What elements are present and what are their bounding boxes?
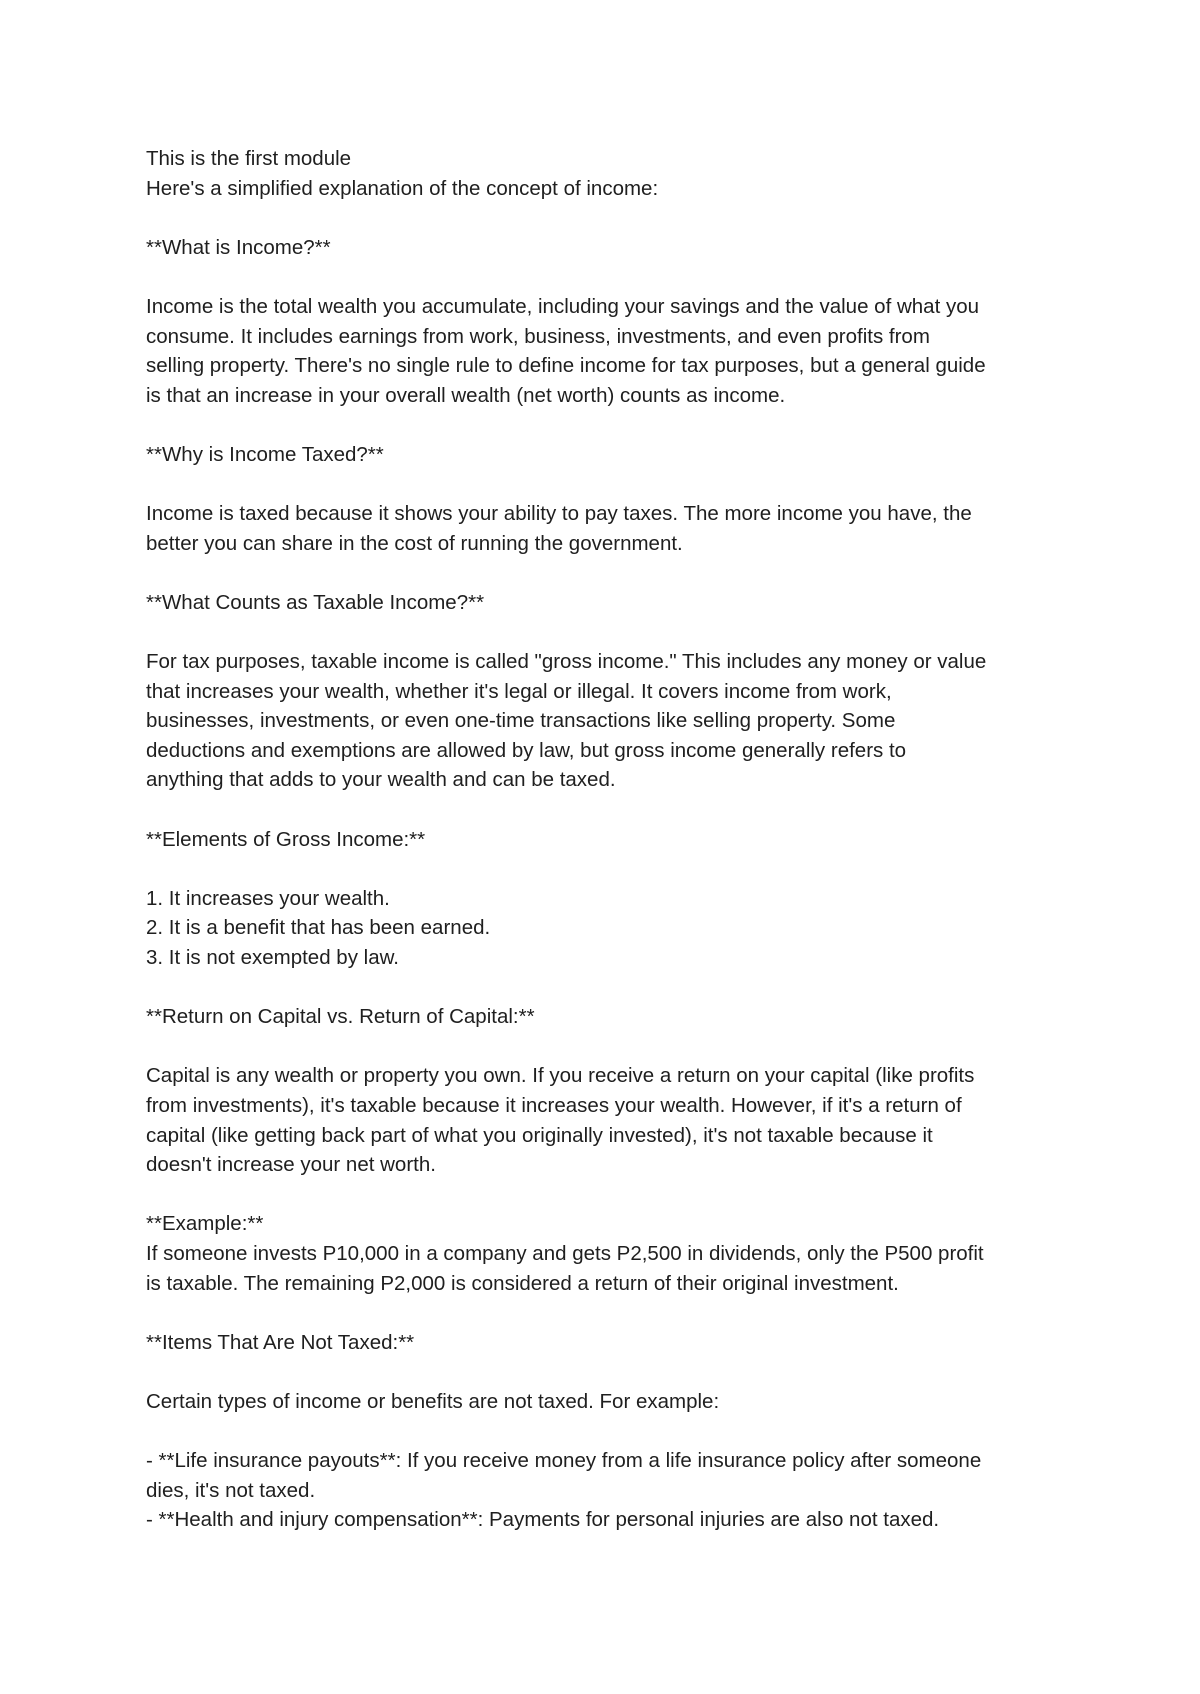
intro-line: This is the first module [146, 147, 352, 170]
body-line: businesses, investments, or even one-time transactions like selling property. Some [146, 709, 896, 733]
spacer [146, 618, 1086, 648]
body-line: capital (like getting back part of what you originally invested), it's not taxable because it [146, 1123, 933, 1147]
list-item: - **Life insurance payouts**: If you receive money from a life insurance policy after someone [146, 1449, 982, 1473]
spacer [146, 558, 1086, 588]
body-line: For tax purposes, taxable income is called "gross income." This includes any money or value [146, 650, 987, 674]
body-line: If someone invests P10,000 in a company and gets P2,500 in dividends, only the P500 profit [146, 1241, 984, 1265]
section-heading: **What is Income?** [146, 235, 331, 259]
section-heading: **Elements of Gross Income:** [146, 827, 426, 851]
intro-line: Here's a simplified explanation of the concept of income: [146, 176, 659, 200]
body-line: is that an increase in your overall wealth (net worth) counts as income. [146, 383, 786, 407]
spacer [146, 854, 1086, 884]
body-line: Capital is any wealth or property you own. If you receive a return on your capital (like profits [146, 1064, 975, 1088]
list-item: 1. It increases your wealth. [146, 886, 390, 910]
list-item: dies, it's not taxed. [146, 1478, 316, 1502]
body-line: Income is the total wealth you accumulate, including your savings and the value of what you [146, 294, 980, 318]
section-heading: **Items That Are Not Taxed:** [146, 1330, 415, 1354]
body-line: consume. It includes earnings from work, business, investments, and even profits from [146, 324, 930, 348]
body-line: from investments), it's taxable because it increases your wealth. However, if it's a return of [146, 1094, 962, 1117]
spacer [146, 1298, 1086, 1328]
body-line: is taxable. The remaining P2,000 is considered a return of their original investment. [146, 1271, 899, 1295]
example-heading: **Example:** [146, 1212, 264, 1236]
body-line: Income is taxed because it shows your ability to pay taxes. The more income you have, the [146, 502, 972, 526]
body-line: that increases your wealth, whether it's legal or illegal. It covers income from work, [146, 679, 892, 703]
body-line: deductions and exemptions are allowed by law, but gross income generally refers to [146, 738, 907, 762]
list-item: 2. It is a benefit that has been earned. [146, 916, 491, 940]
spacer [146, 1032, 1086, 1062]
body-line: Certain types of income or benefits are not taxed. For example: [146, 1389, 720, 1413]
spacer [146, 470, 1086, 500]
spacer [146, 973, 1086, 1003]
body-line: selling property. There's no single rule to define income for tax purposes, but a general guide [146, 354, 986, 378]
spacer [146, 262, 1086, 292]
spacer [146, 795, 1086, 825]
document-page [146, 144, 1086, 1535]
spacer [146, 410, 1086, 440]
section-heading: **Return on Capital vs. Return of Capital:** [146, 1005, 535, 1029]
spacer [146, 203, 1086, 233]
body-line: anything that adds to your wealth and can be taxed. [146, 768, 616, 792]
section-heading: **What Counts as Taxable Income?** [146, 590, 485, 614]
list-item: 3. It is not exempted by law. [146, 946, 399, 970]
list-item: - **Health and injury compensation**: Payments for personal injuries are also not taxed. [146, 1508, 940, 1532]
body-line: better you can share in the cost of running the government. [146, 531, 683, 555]
spacer [146, 1180, 1086, 1210]
body-line: doesn't increase your net worth. [146, 1153, 436, 1177]
spacer [146, 1357, 1086, 1387]
spacer [146, 1417, 1086, 1447]
section-heading: **Why is Income Taxed?** [146, 442, 384, 466]
